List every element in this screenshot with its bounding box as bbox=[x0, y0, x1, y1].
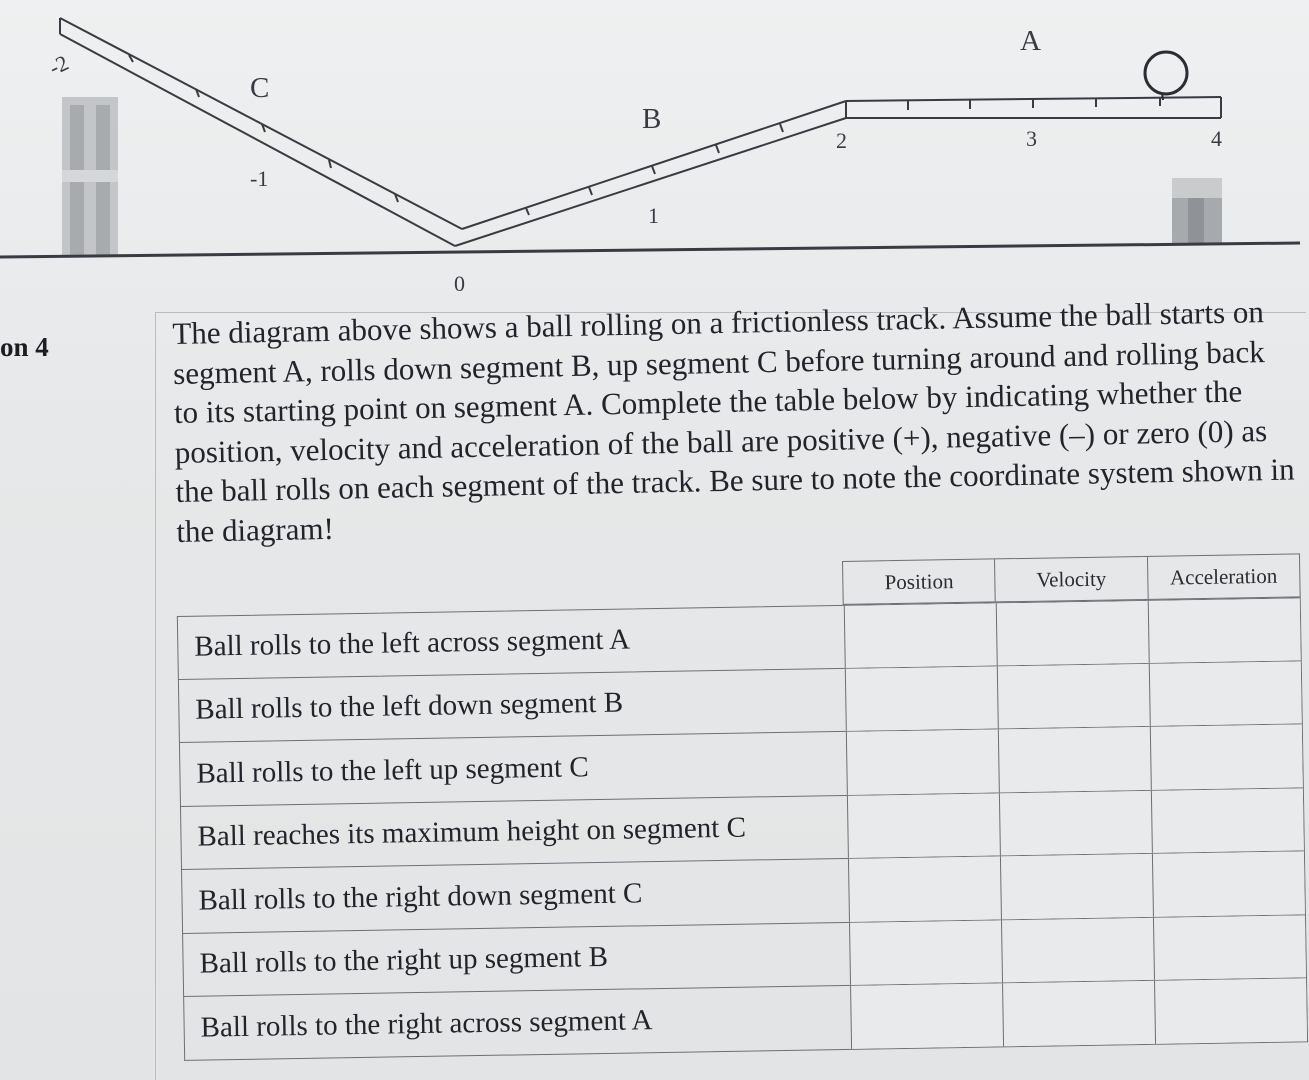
row-label: Ball reaches its maximum height on segment C bbox=[197, 811, 747, 853]
track-segment-c bbox=[60, 18, 462, 246]
velocity-cell[interactable] bbox=[997, 663, 1150, 728]
tick-label-4: 4 bbox=[1211, 126, 1222, 151]
row-label: Ball rolls to the left across segment A bbox=[194, 623, 631, 663]
tick-label-neg1: -1 bbox=[250, 166, 269, 191]
velocity-cell[interactable] bbox=[1000, 854, 1153, 919]
row-label: Ball rolls to the left up segment C bbox=[196, 750, 589, 790]
row-label: Ball rolls to the right across segment A bbox=[200, 1003, 653, 1044]
acceleration-cell[interactable] bbox=[1151, 788, 1304, 853]
row-label: Ball rolls to the right up segment B bbox=[199, 941, 609, 980]
position-cell[interactable] bbox=[847, 793, 1000, 858]
position-cell[interactable] bbox=[844, 603, 997, 667]
tick-label-3: 3 bbox=[1026, 126, 1037, 151]
answer-table bbox=[176, 547, 1309, 1080]
left-support-post bbox=[62, 97, 118, 255]
position-cell[interactable] bbox=[848, 856, 1001, 921]
table-header-row bbox=[842, 553, 1301, 605]
position-cell[interactable] bbox=[845, 666, 998, 731]
column-header-acceleration: Acceleration bbox=[1147, 554, 1300, 599]
segment-label-c: C bbox=[250, 72, 270, 104]
position-cell[interactable] bbox=[846, 729, 999, 794]
table-body bbox=[177, 597, 1308, 1060]
column-header-velocity: Velocity bbox=[994, 557, 1147, 602]
position-cell[interactable] bbox=[850, 983, 1003, 1048]
track-segment-a bbox=[846, 97, 1221, 118]
velocity-cell[interactable] bbox=[1002, 981, 1155, 1046]
tick-label-neg2: -2 bbox=[45, 49, 73, 81]
column-header-position: Position bbox=[884, 568, 954, 594]
acceleration-cell[interactable] bbox=[1148, 598, 1301, 662]
segment-label-b: B bbox=[642, 103, 662, 135]
right-support-post bbox=[1172, 178, 1222, 244]
ball bbox=[1145, 52, 1187, 100]
segment-label-a: A bbox=[1020, 25, 1041, 57]
position-cell[interactable] bbox=[849, 920, 1002, 985]
acceleration-cell[interactable] bbox=[1150, 724, 1303, 789]
velocity-cell[interactable] bbox=[999, 790, 1152, 855]
track-diagram bbox=[0, 0, 1309, 300]
velocity-cell[interactable] bbox=[1001, 917, 1154, 982]
tick-label-1: 1 bbox=[648, 203, 659, 228]
question-number: on 4 bbox=[0, 332, 49, 362]
tick-label-0: 0 bbox=[454, 271, 465, 296]
tick-label-2: 2 bbox=[836, 128, 847, 153]
ground-line bbox=[0, 243, 1300, 257]
velocity-cell[interactable] bbox=[998, 727, 1151, 792]
acceleration-cell[interactable] bbox=[1152, 851, 1305, 916]
acceleration-cell[interactable] bbox=[1149, 661, 1302, 726]
acceleration-cell[interactable] bbox=[1153, 915, 1306, 980]
acceleration-cell[interactable] bbox=[1154, 978, 1307, 1043]
question-prompt: The diagram above shows a ball rolling on a frictionless track. Assume the ball starts on segment A, rolls down segment B, up segment C before turning around and rolling back to its starting point on segment A. Complete the table below by indicating whether the position, velocity and acceleration of the ball are positive (+), negative (–) or zero (0) as the ball rolls on each segment of the track. Be sure to note the coordinate system shown in the diagram! bbox=[172, 294, 1295, 549]
row-label: Ball rolls to the right down segment C bbox=[198, 877, 643, 917]
row-label: Ball rolls to the left down segment B bbox=[195, 686, 624, 726]
velocity-cell[interactable] bbox=[996, 601, 1149, 665]
